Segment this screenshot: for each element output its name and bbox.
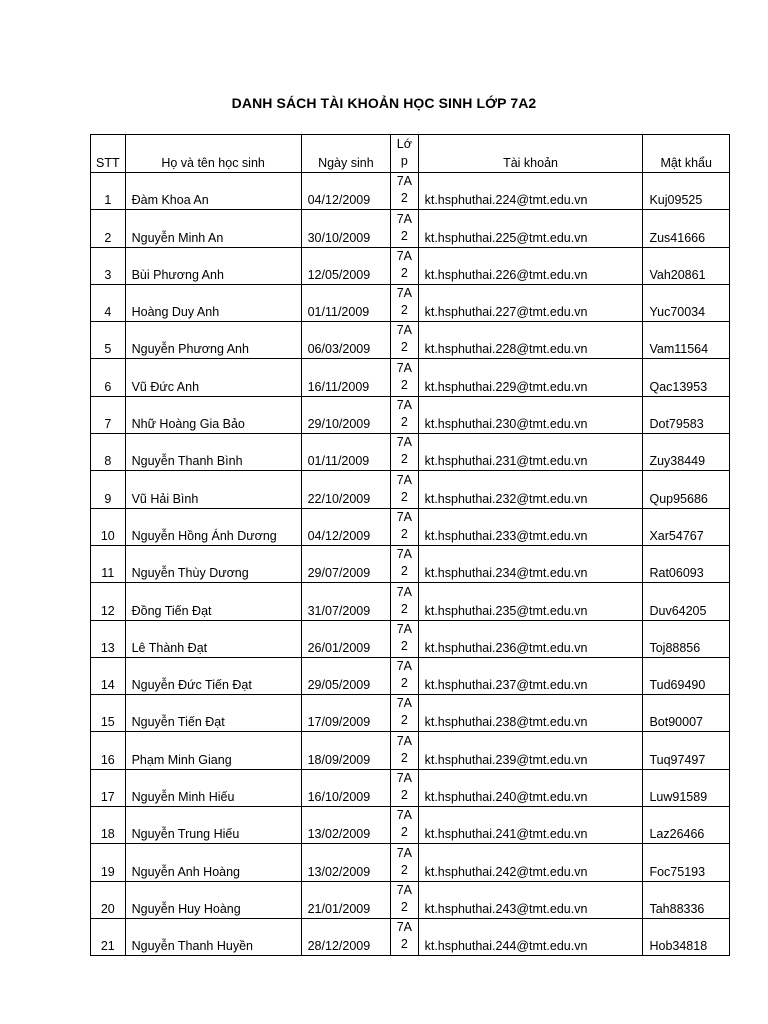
cell-class-line2: 2 <box>400 191 408 206</box>
cell-stt: 11 <box>91 545 126 582</box>
cell-class-line2: 2 <box>400 899 408 914</box>
cell-account: kt.hsphuthai.224@tmt.edu.vn <box>418 173 643 210</box>
cell-account: kt.hsphuthai.235@tmt.edu.vn <box>418 583 643 620</box>
cell-name: Lê Thành Đạt <box>125 620 301 657</box>
cell-class-line1: 7A <box>396 509 413 524</box>
cell-class-line2: 2 <box>400 564 408 579</box>
cell-class-line2: 2 <box>400 452 408 467</box>
cell-dob: 04/12/2009 <box>301 173 391 210</box>
cell-account: kt.hsphuthai.242@tmt.edu.vn <box>418 844 643 881</box>
header-name: Họ và tên học sinh <box>125 135 301 173</box>
cell-class-line1: 7A <box>396 733 413 748</box>
cell-account: kt.hsphuthai.229@tmt.edu.vn <box>418 359 643 396</box>
cell-password: Laz26466 <box>643 807 730 844</box>
cell-account: kt.hsphuthai.225@tmt.edu.vn <box>418 210 643 247</box>
cell-stt: 21 <box>91 918 126 955</box>
cell-name: Đàm Khoa An <box>125 173 301 210</box>
cell-account: kt.hsphuthai.234@tmt.edu.vn <box>418 545 643 582</box>
cell-account: kt.hsphuthai.236@tmt.edu.vn <box>418 620 643 657</box>
cell-account: kt.hsphuthai.231@tmt.edu.vn <box>418 434 643 471</box>
cell-class-line1: 7A <box>396 808 413 823</box>
cell-stt: 7 <box>91 396 126 433</box>
cell-class-line2: 2 <box>400 750 408 765</box>
cell-class-line2: 2 <box>400 377 408 392</box>
cell-class-line1: 7A <box>396 882 413 897</box>
cell-name: Bùi Phương Anh <box>125 247 301 284</box>
cell-stt: 19 <box>91 844 126 881</box>
cell-class-line2: 2 <box>400 265 408 280</box>
cell-class <box>391 434 418 471</box>
cell-dob: 29/05/2009 <box>301 657 391 694</box>
cell-class-line1: 7A <box>396 472 413 487</box>
cell-password: Tud69490 <box>643 657 730 694</box>
cell-dob: 13/02/2009 <box>301 844 391 881</box>
cell-name: Nhữ Hoàng Gia Bảo <box>125 396 301 433</box>
cell-class <box>391 471 418 508</box>
cell-stt: 15 <box>91 695 126 732</box>
cell-class <box>391 545 418 582</box>
cell-dob: 13/02/2009 <box>301 807 391 844</box>
cell-class-line2: 2 <box>400 303 408 318</box>
cell-class-line1: 7A <box>396 771 413 786</box>
cell-class-line1: 7A <box>396 248 413 263</box>
cell-password: Zus41666 <box>643 210 730 247</box>
cell-class-line2: 2 <box>400 340 408 355</box>
cell-password: Hob34818 <box>643 918 730 955</box>
cell-dob: 26/01/2009 <box>301 620 391 657</box>
cell-dob: 06/03/2009 <box>301 322 391 359</box>
cell-account: kt.hsphuthai.233@tmt.edu.vn <box>418 508 643 545</box>
table-row <box>91 322 730 359</box>
cell-stt: 6 <box>91 359 126 396</box>
cell-account: kt.hsphuthai.230@tmt.edu.vn <box>418 396 643 433</box>
cell-account: kt.hsphuthai.232@tmt.edu.vn <box>418 471 643 508</box>
cell-dob: 29/07/2009 <box>301 545 391 582</box>
cell-password: Tuq97497 <box>643 732 730 769</box>
cell-stt: 8 <box>91 434 126 471</box>
cell-account: kt.hsphuthai.239@tmt.edu.vn <box>418 732 643 769</box>
cell-account: kt.hsphuthai.243@tmt.edu.vn <box>418 881 643 918</box>
cell-password: Vah20861 <box>643 247 730 284</box>
cell-class <box>391 247 418 284</box>
cell-password: Vam11564 <box>643 322 730 359</box>
cell-class <box>391 657 418 694</box>
cell-class <box>391 620 418 657</box>
cell-password: Tah88336 <box>643 881 730 918</box>
cell-dob: 21/01/2009 <box>301 881 391 918</box>
cell-dob: 04/12/2009 <box>301 508 391 545</box>
cell-class <box>391 732 418 769</box>
cell-stt: 3 <box>91 247 126 284</box>
cell-account: kt.hsphuthai.228@tmt.edu.vn <box>418 322 643 359</box>
cell-class-line1: 7A <box>396 435 413 450</box>
cell-password: Foc75193 <box>643 844 730 881</box>
cell-account: kt.hsphuthai.226@tmt.edu.vn <box>418 247 643 284</box>
table-row <box>91 396 730 433</box>
table-body <box>91 173 730 956</box>
cell-name: Nguyễn Phương Anh <box>125 322 301 359</box>
cell-password: Toj88856 <box>643 620 730 657</box>
cell-account: kt.hsphuthai.237@tmt.edu.vn <box>418 657 643 694</box>
table-row <box>91 434 730 471</box>
cell-dob: 30/10/2009 <box>301 210 391 247</box>
document-title: DANH SÁCH TÀI KHOẢN HỌC SINH LỚP 7A2 <box>231 95 537 111</box>
cell-class-line2: 2 <box>400 601 408 616</box>
header-class-line2: p <box>400 154 408 168</box>
cell-dob: 01/11/2009 <box>301 434 391 471</box>
cell-class-line1: 7A <box>396 659 413 674</box>
header-password: Mật khẩu <box>643 135 730 173</box>
cell-stt: 12 <box>91 583 126 620</box>
cell-dob: 17/09/2009 <box>301 695 391 732</box>
table-row <box>91 247 730 284</box>
table-row <box>91 769 730 806</box>
cell-class <box>391 173 418 210</box>
cell-password: Zuy38449 <box>643 434 730 471</box>
table-header <box>91 135 730 173</box>
cell-class <box>391 508 418 545</box>
cell-stt: 20 <box>91 881 126 918</box>
cell-password: Luw91589 <box>643 769 730 806</box>
table-row <box>91 881 730 918</box>
cell-class-line1: 7A <box>396 845 413 860</box>
cell-name: Nguyễn Huy Hoàng <box>125 881 301 918</box>
cell-class-line1: 7A <box>396 398 413 413</box>
cell-account: kt.hsphuthai.227@tmt.edu.vn <box>418 284 643 321</box>
cell-stt: 9 <box>91 471 126 508</box>
header-dob: Ngày sinh <box>301 135 391 173</box>
table-row <box>91 284 730 321</box>
cell-name: Nguyễn Hồng Ánh Dương <box>125 508 301 545</box>
cell-stt: 18 <box>91 807 126 844</box>
table-row <box>91 695 730 732</box>
cell-dob: 29/10/2009 <box>301 396 391 433</box>
cell-class <box>391 210 418 247</box>
cell-name: Hoàng Duy Anh <box>125 284 301 321</box>
table-row <box>91 583 730 620</box>
cell-stt: 5 <box>91 322 126 359</box>
cell-name: Nguyễn Thanh Bình <box>125 434 301 471</box>
table-row <box>91 471 730 508</box>
cell-class-line1: 7A <box>396 696 413 711</box>
cell-dob: 16/10/2009 <box>301 769 391 806</box>
table-row <box>91 732 730 769</box>
cell-dob: 18/09/2009 <box>301 732 391 769</box>
cell-class-line2: 2 <box>400 415 408 430</box>
cell-name: Nguyễn Thùy Dương <box>125 545 301 582</box>
header-class-line1: Lớ <box>396 137 412 151</box>
cell-name: Nguyễn Thanh Huyền <box>125 918 301 955</box>
cell-class-line1: 7A <box>396 360 413 375</box>
table-row <box>91 359 730 396</box>
cell-dob: 22/10/2009 <box>301 471 391 508</box>
cell-dob: 12/05/2009 <box>301 247 391 284</box>
cell-password: Xar54767 <box>643 508 730 545</box>
table-row <box>91 173 730 210</box>
cell-class-line2: 2 <box>400 228 408 243</box>
cell-stt: 4 <box>91 284 126 321</box>
cell-class-line2: 2 <box>400 638 408 653</box>
cell-class <box>391 769 418 806</box>
cell-password: Yuc70034 <box>643 284 730 321</box>
cell-stt: 17 <box>91 769 126 806</box>
table-row <box>91 807 730 844</box>
cell-password: Bot90007 <box>643 695 730 732</box>
header-stt: STT <box>91 135 126 173</box>
cell-name: Nguyễn Minh An <box>125 210 301 247</box>
cell-name: Phạm Minh Giang <box>125 732 301 769</box>
cell-class-line2: 2 <box>400 676 408 691</box>
cell-class-line1: 7A <box>396 323 413 338</box>
cell-class <box>391 881 418 918</box>
cell-class-line1: 7A <box>396 286 413 301</box>
table-row <box>91 545 730 582</box>
cell-class <box>391 918 418 955</box>
cell-stt: 10 <box>91 508 126 545</box>
cell-account: kt.hsphuthai.238@tmt.edu.vn <box>418 695 643 732</box>
cell-class-line1: 7A <box>396 547 413 562</box>
cell-name: Nguyễn Đức Tiến Đạt <box>125 657 301 694</box>
cell-class-line2: 2 <box>400 937 408 952</box>
cell-class <box>391 359 418 396</box>
cell-name: Nguyễn Trung Hiếu <box>125 807 301 844</box>
table-row <box>91 918 730 955</box>
cell-name: Vũ Đức Anh <box>125 359 301 396</box>
cell-class-line2: 2 <box>400 526 408 541</box>
cell-class-line2: 2 <box>400 489 408 504</box>
cell-name: Nguyễn Tiến Đạt <box>125 695 301 732</box>
cell-class-line2: 2 <box>400 713 408 728</box>
cell-account: kt.hsphuthai.241@tmt.edu.vn <box>418 807 643 844</box>
table-row <box>91 210 730 247</box>
table-row <box>91 508 730 545</box>
cell-stt: 13 <box>91 620 126 657</box>
cell-account: kt.hsphuthai.240@tmt.edu.vn <box>418 769 643 806</box>
cell-password: Qup95686 <box>643 471 730 508</box>
cell-class <box>391 583 418 620</box>
cell-password: Kuj09525 <box>643 173 730 210</box>
table-row <box>91 657 730 694</box>
cell-class-line1: 7A <box>396 584 413 599</box>
cell-class-line2: 2 <box>400 825 408 840</box>
cell-password: Duv64205 <box>643 583 730 620</box>
cell-password: Qac13953 <box>643 359 730 396</box>
cell-account: kt.hsphuthai.244@tmt.edu.vn <box>418 918 643 955</box>
cell-password: Rat06093 <box>643 545 730 582</box>
cell-name: Vũ Hải Bình <box>125 471 301 508</box>
cell-dob: 16/11/2009 <box>301 359 391 396</box>
cell-name: Nguyễn Minh Hiếu <box>125 769 301 806</box>
cell-name: Nguyễn Anh Hoàng <box>125 844 301 881</box>
cell-dob: 01/11/2009 <box>301 284 391 321</box>
cell-class-line1: 7A <box>396 920 413 935</box>
cell-stt: 14 <box>91 657 126 694</box>
cell-class-line1: 7A <box>396 211 413 226</box>
header-row <box>91 135 730 173</box>
cell-class <box>391 396 418 433</box>
cell-class-line1: 7A <box>396 174 413 189</box>
table-row <box>91 620 730 657</box>
student-accounts-table <box>90 134 730 956</box>
cell-dob: 31/07/2009 <box>301 583 391 620</box>
cell-class <box>391 284 418 321</box>
cell-stt: 2 <box>91 210 126 247</box>
cell-dob: 28/12/2009 <box>301 918 391 955</box>
cell-name: Đồng Tiến Đạt <box>125 583 301 620</box>
cell-class <box>391 844 418 881</box>
cell-class <box>391 695 418 732</box>
cell-class-line2: 2 <box>400 862 408 877</box>
cell-password: Dot79583 <box>643 396 730 433</box>
cell-class <box>391 807 418 844</box>
cell-class <box>391 322 418 359</box>
cell-class-line1: 7A <box>396 621 413 636</box>
header-class <box>391 135 418 173</box>
cell-stt: 1 <box>91 173 126 210</box>
table-row <box>91 844 730 881</box>
cell-class-line2: 2 <box>400 788 408 803</box>
header-account: Tài khoản <box>418 135 643 173</box>
cell-stt: 16 <box>91 732 126 769</box>
